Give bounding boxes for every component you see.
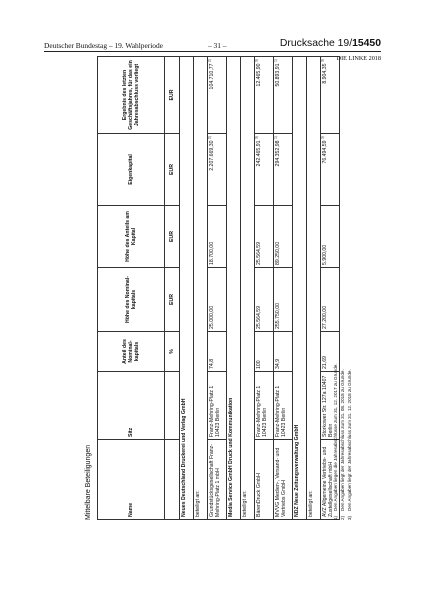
indirect-holdings-table	[97, 56, 340, 520]
group-title: Neues Deutschland Druckerei und Verlag GmbH	[180, 57, 194, 520]
col-header-sitz: Sitz	[98, 372, 165, 440]
col-header-name: Name	[98, 440, 165, 520]
cell-name: AVZ Allgemeine Vertriebs- und Zustellgesellschaft mbH	[321, 440, 340, 520]
footnote-ref: 1)	[273, 59, 278, 63]
footnote-ref: 3)	[320, 136, 325, 140]
footnote	[333, 363, 338, 520]
document-number	[280, 38, 381, 49]
col-header-nominal: Höhe des Nominal-kapitals	[98, 268, 165, 332]
cell-sitz: Franz-Mehring-Platz 1 10423 Berlin	[255, 372, 274, 440]
cell-sitz: Franz-Mehring-Platz 1 10423 Berlin	[274, 372, 293, 440]
section-title: Mittelbare Beteiligungen	[85, 444, 92, 520]
cell-value: 2.207.669,30	[209, 140, 215, 171]
unit-cell: EUR	[165, 206, 180, 268]
cell-eigenkapital	[274, 134, 293, 206]
cell-ergebnis	[208, 57, 227, 134]
cell-ergebnis	[274, 57, 293, 134]
group-title-row	[227, 57, 241, 520]
running-header-left: Deutscher Bundestag – 19. Wahlperiode	[44, 41, 163, 50]
cell-value: 294.352,98	[275, 140, 281, 167]
group-title-row	[180, 57, 194, 520]
col-header-anteil: Anteil des Nominal-kapitals	[98, 332, 165, 372]
cell-nominal: 255.750,00	[274, 268, 293, 332]
party-subheader: DIE LINKE 2018	[336, 55, 381, 62]
footnote-ref: 3)	[320, 59, 325, 63]
cell-anteil-kapital: 89.250,00	[274, 206, 293, 268]
footnote-ref: 3)	[254, 59, 259, 63]
footnote-text: Den Angaben liegt der Jahresabschluss zum 31. 12. 2018 zu Grunde.	[347, 369, 352, 511]
footnote-ref: 2)	[207, 59, 212, 63]
cell-eigenkapital	[208, 134, 227, 206]
col-header-eigenkapital: Eigenkapital	[98, 134, 165, 206]
cell-value: 76.494,59	[322, 140, 328, 164]
group-sub-row	[194, 57, 208, 520]
table-row	[255, 57, 274, 520]
footnote-mark: 2)	[340, 515, 345, 520]
cell-eigenkapital	[255, 134, 274, 206]
cell-anteil: 100	[255, 332, 274, 372]
document-number-prefix: Drucksache 19/	[279, 38, 353, 49]
rotated-table-block	[85, 56, 355, 520]
group-sub: beteiligt an:	[307, 57, 321, 520]
footnote-text: Den Angaben liegen die Jahresabschlüsse zum 31. 12. 2017 zu Grunde.	[333, 363, 338, 511]
cell-value: 242.465,91	[256, 140, 262, 167]
cell-anteil-kapital: 25.564,59	[255, 206, 274, 268]
group-title: Media Service GmbH Druck und Kommunikation	[227, 57, 241, 520]
group-title: NDZ Neue Zeitungsverwaltung GmbH	[293, 57, 307, 520]
table-row	[208, 57, 227, 520]
table-row	[274, 57, 293, 520]
units-row	[165, 57, 180, 520]
cell-anteil: 74,8	[208, 332, 227, 372]
cell-anteil-kapital: 5.900,00	[321, 206, 340, 268]
unit-cell: EUR	[165, 57, 180, 134]
cell-value: 12.465,90	[256, 63, 262, 87]
header-rule	[44, 51, 381, 52]
cell-anteil-kapital: 18.700,00	[208, 206, 227, 268]
cell-ergebnis	[321, 57, 340, 134]
unit-cell	[165, 440, 180, 520]
group-title-row	[293, 57, 307, 520]
footnote-mark: 3)	[347, 515, 352, 520]
cell-sitz: Franz-Mehring-Platz 1 10423 Berlin	[208, 372, 227, 440]
group-sub: beteiligt an:	[241, 57, 255, 520]
cell-anteil: 21,69	[321, 332, 340, 372]
cell-sitz: Storkower Str. 127a 10407 Berlin	[321, 372, 340, 440]
col-header-anteil-kapital: Höhe des Anteils am Kapital	[98, 206, 165, 268]
footnote-ref: 1)	[273, 136, 278, 140]
cell-value: 50.893,91	[275, 63, 281, 87]
group-sub-row	[307, 57, 321, 520]
unit-cell: EUR	[165, 134, 180, 206]
group-sub: beteiligt an:	[194, 57, 208, 520]
footnote-text: Den Angaben liegt der Jahresabschluss zum 31. 08. 2018 zu Grunde.	[340, 369, 345, 511]
cell-name: MVVG Medien-, Versand- und Vertriebs GmbH	[274, 440, 293, 520]
unit-cell	[165, 372, 180, 440]
document-number-value: 15450	[352, 38, 381, 49]
footnote-ref: 2)	[207, 136, 212, 140]
footnote-mark: 1)	[333, 515, 338, 520]
cell-nominal: 25.564,59	[255, 268, 274, 332]
cell-eigenkapital	[321, 134, 340, 206]
cell-ergebnis	[255, 57, 274, 134]
cell-name: BärenDruck GmbH	[255, 440, 274, 520]
footnote	[347, 369, 352, 520]
unit-cell: EUR	[165, 268, 180, 332]
page-number: – 31 –	[208, 41, 227, 50]
cell-nominal: 27.200,00	[321, 268, 340, 332]
cell-value: 104.710,77	[209, 63, 215, 90]
cell-nominal: 25.000,00	[208, 268, 227, 332]
footnote-ref: 3)	[254, 136, 259, 140]
cell-anteil: 34,9	[274, 332, 293, 372]
col-header-ergebnis: Ergebnis des letzten Geschäftsjahres, für das ein Jahresabschluss vorliegt	[98, 57, 165, 134]
unit-cell: %	[165, 332, 180, 372]
group-sub-row	[241, 57, 255, 520]
header-row	[98, 57, 165, 520]
footnote	[340, 369, 345, 520]
cell-name: Grundstücksgesellschaft Franz-Mehring-Platz 1 mbH	[208, 440, 227, 520]
cell-value: 8.904,35	[322, 63, 328, 84]
